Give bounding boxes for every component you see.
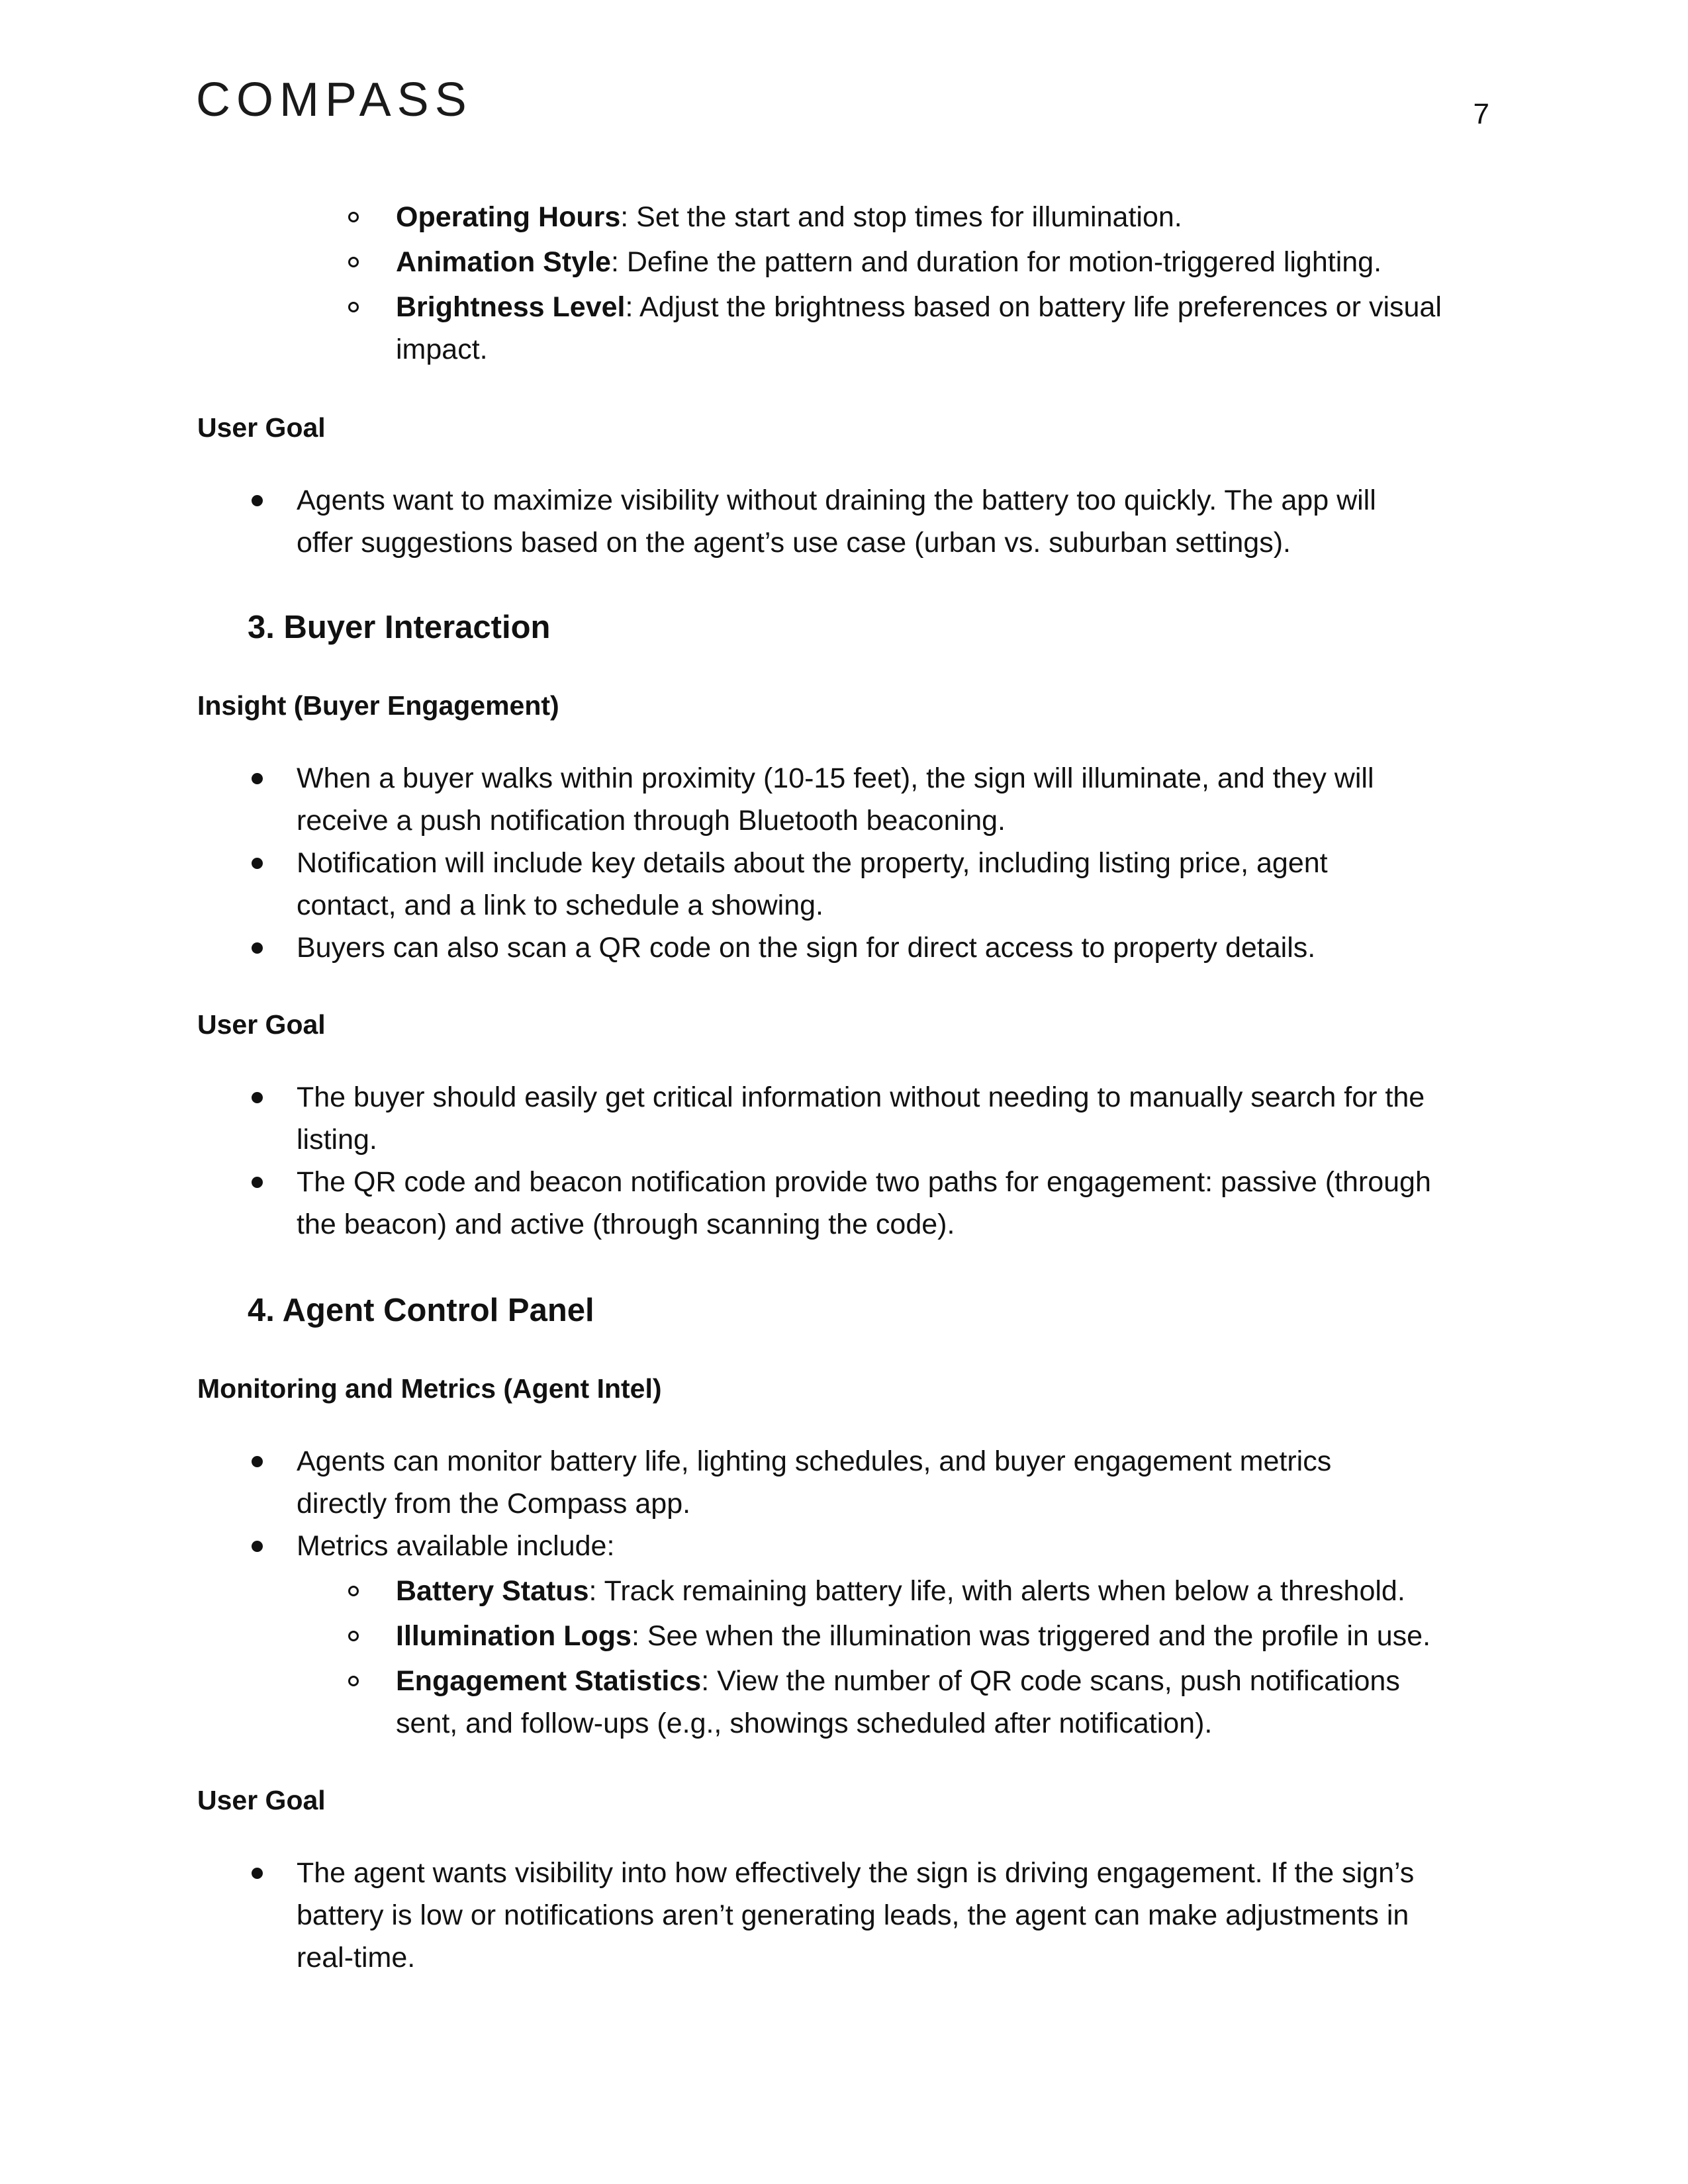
bullet-line: real-time. <box>297 1942 416 1974</box>
bullet-marker <box>252 1868 263 1879</box>
bullet-line: battery is low or notifications aren’t generating leads, the agent can make adjustments in <box>297 1899 1409 1931</box>
bullet-marker <box>252 773 263 784</box>
bullet-marker <box>252 942 263 954</box>
bullet-line: Agents want to maximize visibility without draining the battery too quickly. The app will <box>297 484 1376 516</box>
sub-bullet-brightness-level-cont: impact. <box>396 334 488 365</box>
sub-bullet-operating-hours <box>396 200 1182 234</box>
section-heading-buyer-interaction: 3. Buyer Interaction <box>248 610 551 645</box>
bullet-line: Agents can monitor battery life, lighting schedules, and buyer engagement metrics <box>297 1445 1332 1477</box>
sub-bullet-marker <box>348 1586 359 1596</box>
bullet-marker <box>252 1092 263 1103</box>
bullet-marker <box>252 495 263 506</box>
insight-heading: Insight (Buyer Engagement) <box>197 690 559 721</box>
bullet-line: directly from the Compass app. <box>297 1488 691 1520</box>
sub-bullet-marker <box>348 1631 359 1641</box>
bullet-label: Operating Hours <box>396 201 621 233</box>
bullet-text: : Define the pattern and duration for motion-triggered lighting. <box>610 246 1382 278</box>
sub-bullet-marker <box>348 302 359 312</box>
bullet-label: Brightness Level <box>396 291 626 323</box>
sub-bullet-marker <box>348 212 359 222</box>
bullet-line: Metrics available include: <box>297 1530 615 1562</box>
bullet-line: Buyers can also scan a QR code on the sign for direct access to property details. <box>297 932 1316 964</box>
sub-bullet-illumination-logs <box>396 1619 1430 1653</box>
bullet-line: The agent wants visibility into how effectively the sign is driving engagement. If the sign’s <box>297 1857 1415 1889</box>
bullet-line: The QR code and beacon notification provide two paths for engagement: passive (through <box>297 1166 1431 1198</box>
bullet-text: : Set the start and stop times for illumination. <box>620 201 1182 233</box>
bullet-marker <box>252 858 263 869</box>
bullet-text: : Track remaining battery life, with alerts when below a threshold. <box>588 1575 1405 1607</box>
bullet-line: receive a push notification through Bluetooth beaconing. <box>297 805 1006 837</box>
bullet-marker <box>252 1456 263 1467</box>
compass-logo-text: COMPASS <box>196 77 473 122</box>
sub-bullet-marker <box>348 1676 359 1686</box>
bullet-marker <box>252 1541 263 1552</box>
bullet-label: Illumination Logs <box>396 1620 632 1652</box>
bullet-line: listing. <box>297 1124 377 1156</box>
bullet-text: : View the number of QR code scans, push notifications <box>701 1665 1400 1697</box>
sub-bullet-animation-style <box>396 245 1382 279</box>
bullet-line: Notification will include key details about the property, including listing price, agent <box>297 847 1328 879</box>
bullet-line: the beacon) and active (through scanning the code). <box>297 1208 955 1240</box>
sub-bullet-battery-status <box>396 1574 1405 1608</box>
user-goal-heading: User Goal <box>197 1009 326 1040</box>
user-goal-heading: User Goal <box>197 1785 326 1815</box>
bullet-line: offer suggestions based on the agent’s use case (urban vs. suburban settings). <box>297 527 1291 559</box>
bullet-text: : Adjust the brightness based on battery life preferences or visual <box>625 291 1442 323</box>
bullet-line: The buyer should easily get critical information without needing to manually search for the <box>297 1081 1425 1113</box>
sub-bullet-brightness-level <box>396 290 1442 324</box>
sub-bullet-marker <box>348 257 359 267</box>
bullet-line: contact, and a link to schedule a showing. <box>297 889 824 921</box>
compass-logo <box>196 77 512 122</box>
bullet-text: : See when the illumination was triggered and the profile in use. <box>631 1620 1431 1652</box>
section-heading-agent-control-panel: 4. Agent Control Panel <box>248 1293 594 1328</box>
user-goal-heading: User Goal <box>197 412 326 443</box>
bullet-marker <box>252 1177 263 1188</box>
sub-bullet-engagement-statistics-cont: sent, and follow-ups (e.g., showings scheduled after notification). <box>396 1707 1213 1739</box>
page-number: 7 <box>1473 98 1489 130</box>
bullet-label: Animation Style <box>396 246 611 278</box>
bullet-label: Battery Status <box>396 1575 589 1607</box>
sub-bullet-engagement-statistics <box>396 1664 1400 1698</box>
bullet-label: Engagement Statistics <box>396 1665 702 1697</box>
bullet-line: When a buyer walks within proximity (10-15 feet), the sign will illuminate, and they will <box>297 762 1374 794</box>
metrics-heading: Monitoring and Metrics (Agent Intel) <box>197 1373 662 1404</box>
